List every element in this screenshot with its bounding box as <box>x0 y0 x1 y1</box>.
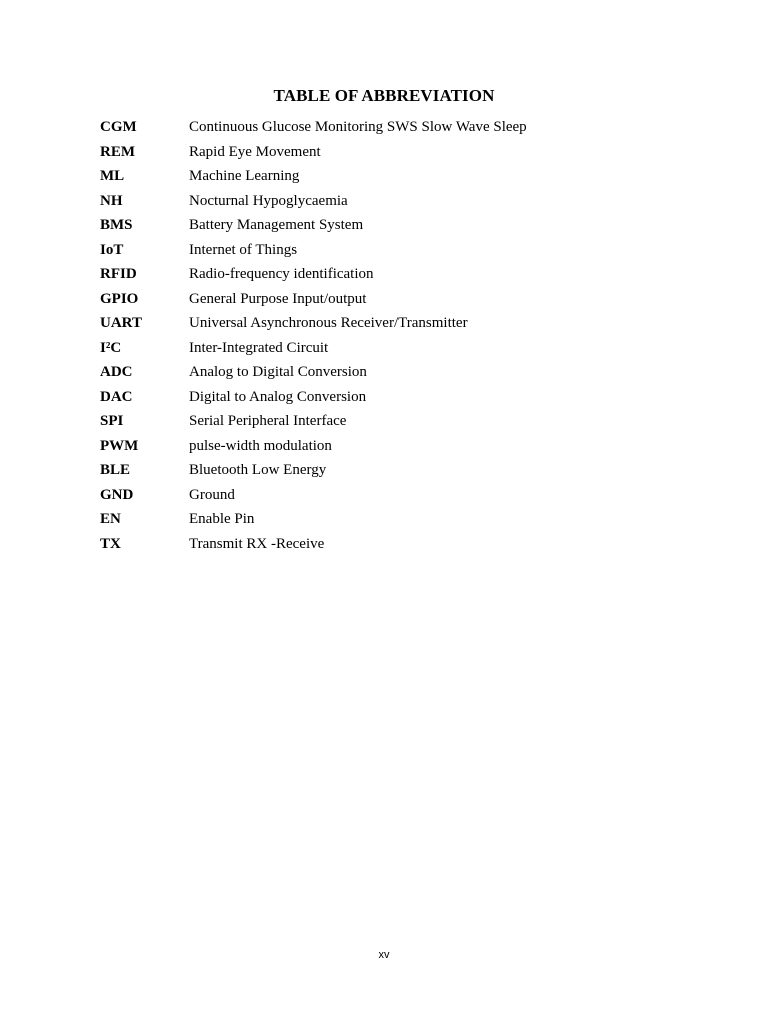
abbreviation-term: BLE <box>100 462 131 478</box>
abbreviation-term: PWM <box>100 437 139 454</box>
abbreviation-term: DAC <box>100 388 133 405</box>
abbreviation-row <box>100 385 660 410</box>
abbreviation-row <box>100 140 660 165</box>
abbreviation-row <box>100 311 660 336</box>
abbreviation-row <box>100 483 660 508</box>
abbreviation-row <box>100 115 660 140</box>
abbreviation-term: EN <box>100 511 121 527</box>
abbreviation-term: UART <box>100 315 142 331</box>
abbreviation-definition: Battery Management System <box>189 217 364 233</box>
abbreviation-definition: Inter-Integrated Circuit <box>189 339 329 356</box>
abbreviation-definition: Transmit RX -Receive <box>189 535 325 552</box>
abbreviation-definition: Continuous Glucose Monitoring SWS Slow Wave Sleep <box>189 119 527 135</box>
abbreviation-term: I²C <box>100 339 122 356</box>
abbreviation-row <box>100 336 660 361</box>
abbreviation-term: CGM <box>100 119 137 135</box>
abbreviation-definition: Enable Pin <box>189 511 255 527</box>
abbreviation-row <box>100 360 660 385</box>
abbreviation-definition: Bluetooth Low Energy <box>189 462 327 478</box>
abbreviation-term: BMS <box>100 217 133 233</box>
abbreviation-term: ML <box>100 168 125 184</box>
abbreviation-row <box>100 532 660 557</box>
abbreviation-term: RFID <box>100 266 137 282</box>
abbreviation-definition: Nocturnal Hypoglycaemia <box>189 192 348 209</box>
abbreviation-term: GND <box>100 486 134 503</box>
abbreviation-row <box>100 238 660 263</box>
abbreviation-list <box>100 115 660 556</box>
abbreviation-definition: Radio-frequency identification <box>189 266 374 282</box>
abbreviation-definition: Machine Learning <box>189 168 300 184</box>
abbreviation-row <box>100 507 660 532</box>
abbreviation-term: REM <box>100 143 135 160</box>
abbreviation-definition: Analog to Digital Conversion <box>189 364 367 380</box>
abbreviation-row <box>100 458 660 483</box>
abbreviation-definition: General Purpose Input/output <box>189 290 367 307</box>
abbreviation-definition: Ground <box>189 486 235 503</box>
abbreviation-definition: Internet of Things <box>189 241 298 258</box>
abbreviation-definition: Digital to Analog Conversion <box>189 388 367 405</box>
page-title: TABLE OF ABBREVIATION <box>273 86 495 105</box>
abbreviation-term: ADC <box>100 364 133 380</box>
abbreviation-definition: Universal Asynchronous Receiver/Transmitter <box>189 315 468 331</box>
abbreviation-term: IoT <box>100 241 124 258</box>
abbreviation-row <box>100 262 660 287</box>
abbreviation-row <box>100 189 660 214</box>
abbreviation-term: GPIO <box>100 290 139 307</box>
abbreviation-term: TX <box>100 535 121 552</box>
page-number: xv <box>378 949 390 961</box>
abbreviation-row <box>100 409 660 434</box>
abbreviation-row <box>100 287 660 312</box>
abbreviation-definition: Serial Peripheral Interface <box>189 413 347 429</box>
abbreviation-row <box>100 213 660 238</box>
abbreviation-row <box>100 434 660 459</box>
abbreviation-definition: pulse-width modulation <box>189 437 332 454</box>
abbreviation-definition: Rapid Eye Movement <box>189 143 321 160</box>
abbreviation-row <box>100 164 660 189</box>
abbreviation-term: SPI <box>100 413 124 429</box>
abbreviation-term: NH <box>100 192 123 209</box>
